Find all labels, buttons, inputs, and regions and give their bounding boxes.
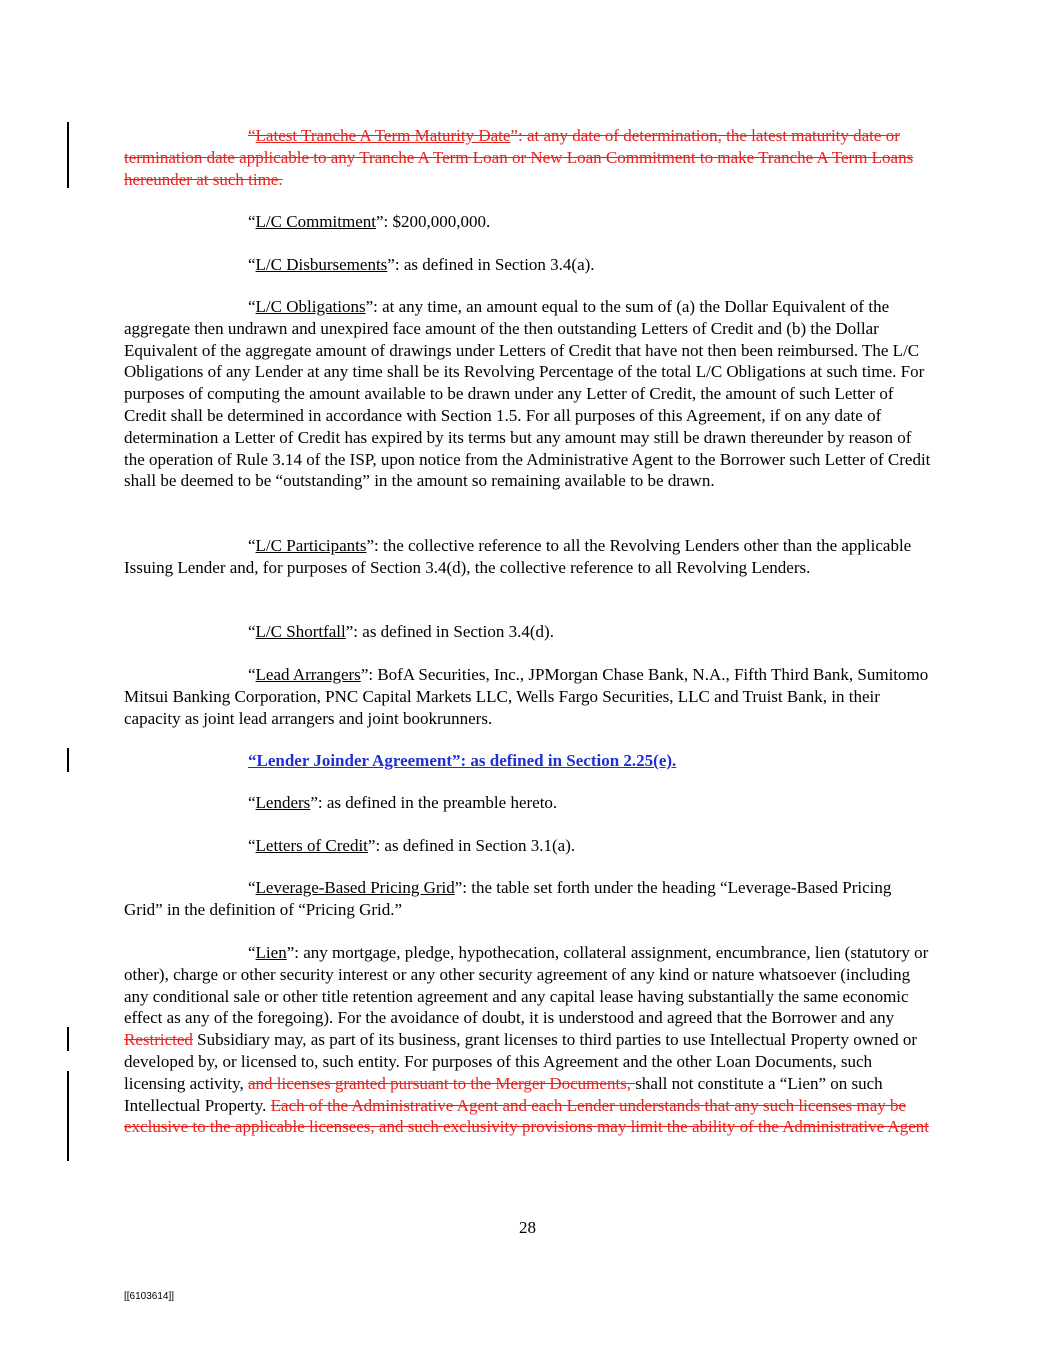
inserted-text: “Lender Joinder Agreement”: as defined in Section 2.25(e). xyxy=(248,751,677,770)
defined-term: L/C Obligations xyxy=(255,297,366,316)
defined-term: L/C Commitment xyxy=(255,212,376,231)
change-bar xyxy=(67,122,69,188)
defined-term: L/C Shortfall xyxy=(255,622,346,641)
definition-lc-commitment: “L/C Commitment”: $200,000,000. xyxy=(248,212,491,231)
change-bar xyxy=(67,1071,69,1161)
definition-lc-disbursements: “L/C Disbursements”: as defined in Section 3.4(a). xyxy=(248,255,595,274)
definition-lenders: “Lenders”: as defined in the preamble hereto. xyxy=(248,793,558,812)
deleted-text: and licenses granted pursuant to the Merger Documents, xyxy=(248,1073,636,1093)
definition-letters-of-credit: “Letters of Credit”: as defined in Section 3.1(a). xyxy=(248,836,576,855)
definition-lc-obligations: “L/C Obligations”: at any time, an amount equal to the sum of (a) the Dollar Equivalent of the aggregate then undrawn and unexpired face amount of the then outstanding Letters of Credit and (b) the Dollar Equivalent of the aggregate amount of drawings under Letters of Credit that have not then been reimbursed. The L/C Obligations of any Lender at any time shall be its Revolving Percentage of the total L/C Obligations at such time. For purposes of computing the amount available to be drawn under any Letter of Credit, the amount of such Letter of Credit shall be determined in accordance with Section 1.5. For all purposes of this Agreement, if on any date of determination a Letter of Credit has expired by its terms but any amount may still be drawn thereunder by reason of the operation of Rule 3.14 of the ISP, upon notice from the Administrative Agent to the Borrower such Letter of Credit shall be deemed to be “outstanding” in the amount so remaining available to be drawn. xyxy=(124,297,931,491)
definition-lc-participants: “L/C Participants”: the collective reference to all the Revolving Lenders other than the applicable Issuing Lender and, for purposes of Section 3.4(d), the collective reference to all Revolving Lenders. xyxy=(124,536,912,577)
change-bar xyxy=(67,748,69,772)
defined-term: L/C Participants xyxy=(255,536,367,555)
defined-term: Latest Tranche A Term Maturity Date xyxy=(255,126,511,145)
defined-term: Lead Arrangers xyxy=(255,665,361,684)
definition-lc-shortfall: “L/C Shortfall”: as defined in Section 3.4(d). xyxy=(248,622,554,641)
defined-term: Letters of Credit xyxy=(255,836,368,855)
definition-lien: “Lien”: any mortgage, pledge, hypothecation, collateral assignment, encumbrance, lien (statutory or other), charge or other security interest or any other security agreement of any kind or nature whatsoever (including any conditional sale or other title retention agreement and any capital lease having substantially the same economic effect as any of the foregoing). For the avoidance of doubt, it is understood and agreed that the Borrower and any Restricted Subsidiary may, as part of its business, grant licenses to third parties to use Intellectual Property owned or developed by, or licensed to, such entity. For purposes of this Agreement and the other Loan Documents, such licensing activity, and licenses granted pursuant to the Merger Documents, shall not constitute a “Lien” on such Intellectual Property. Each of the Administrative Agent and each Lender understands that any such licenses may be exclusive to the applicable licensees, and such exclusivity provisions may limit the ability of the Administrative Agent xyxy=(124,943,929,1137)
definition-leverage-based-pricing-grid: “Leverage-Based Pricing Grid”: the table set forth under the heading “Leverage-Based Pricing Grid” in the definition of “Pricing Grid.” xyxy=(124,878,892,919)
change-bar xyxy=(67,1027,69,1051)
deleted-text: Each of the Administrative Agent and each Lender understands that any such licenses may be exclusive to the applicable licensees, and such exclusivity provisions may limit the ability of the Administrative Agent xyxy=(124,1095,929,1137)
defined-term: L/C Disbursements xyxy=(255,255,388,274)
page-number: 28 xyxy=(519,1218,536,1237)
deleted-text: Restricted xyxy=(124,1030,193,1050)
defined-term: Lenders xyxy=(255,793,311,812)
definition-lead-arrangers: “Lead Arrangers”: BofA Securities, Inc., JPMorgan Chase Bank, N.A., Fifth Third Bank, Sumitomo Mitsui Banking Corporation, PNC Capital Markets LLC, Wells Fargo Securities, LLC and Truist Bank, in their capacity as joint lead arrangers and joint bookrunners. xyxy=(124,665,929,728)
definition-lender-joinder-agreement xyxy=(124,750,934,772)
document-id: [[6103614]] xyxy=(124,1291,175,1302)
defined-term: Lien xyxy=(255,943,287,962)
definition-latest-tranche-a-term-maturity-date: “Latest Tranche A Term Maturity Date”: at any date of determination, the latest maturity date or termination date applicable to any Tranche A Term Loan or New Loan Commitment to make Tranche A Term Loans hereunder at such time. xyxy=(124,126,914,189)
defined-term: Leverage-Based Pricing Grid xyxy=(255,878,455,897)
